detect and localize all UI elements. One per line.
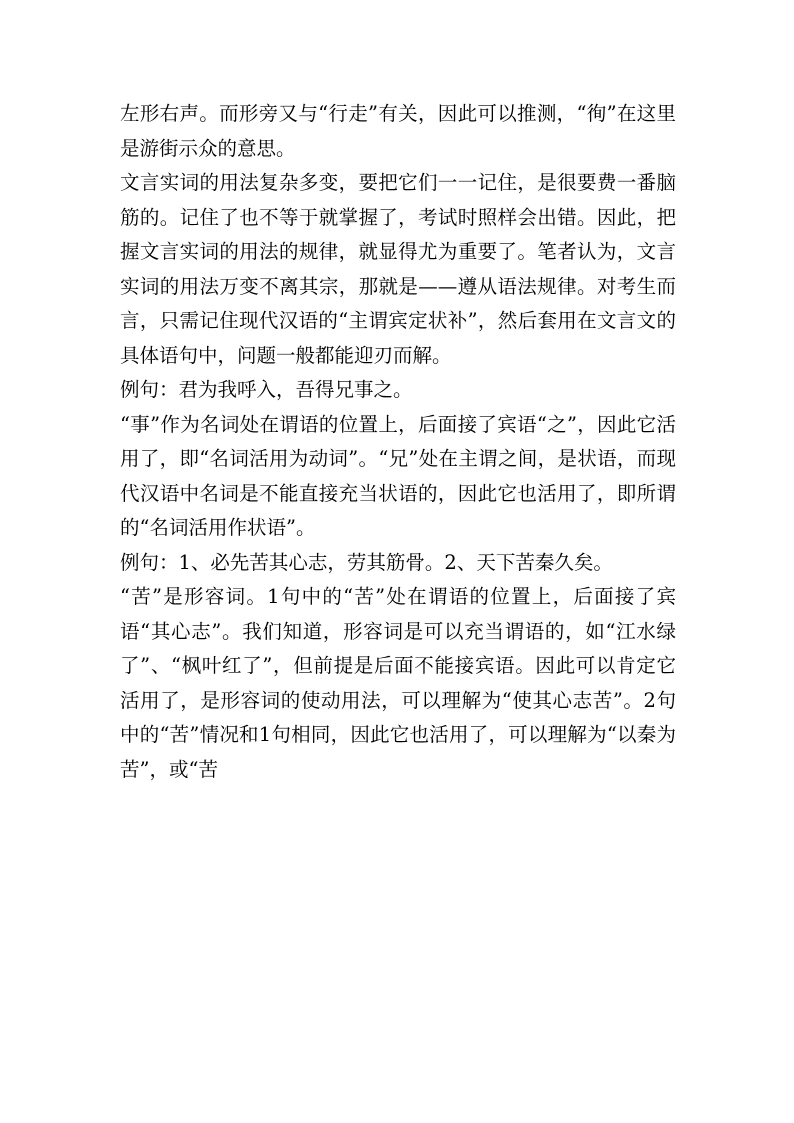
document-body (120, 97, 676, 787)
paragraph-example-2-analysis: “苦”是形容词。1句中的“苦”处在谓语的位置上，后面接了宾语“其心志”。我们知道，形容词是可以充当谓语的，如“江水绿了”、“枫叶红了”，但前提是后面不能接宾语。因此可以肯定它活用了，是形容词的使动用法，可以理解为“使其心志苦”。2句中的“苦”情况和1句相同，因此它也活用了，可以理解为“以秦为苦”，或“苦 (120, 585, 676, 781)
paragraph-usage-rules: 文言实词的用法复杂多变，要把它们一一记住，是很要费一番脑筋的。记住了也不等于就掌握了，考试时照样会出错。因此，把握文言实词的用法的规律，就显得尤为重要了。笔者认为，文言实词的用法万变不离其宗，那就是——遵从语法规律。对考生而言，只需记住现代汉语的“主谓宾定状补”，然后套用在文言文的具体语句中，问题一般都能迎刃而解。 (120, 171, 676, 367)
paragraph-intro-continuation: 左形右声。而形旁又与“行走”有关，因此可以推测，“徇”在这里是游街示众的意思。 (120, 102, 676, 160)
example-sentence-1: 例句：君为我呼入，吾得兄事之。 (120, 378, 413, 401)
paragraph-example-1-analysis: “事”作为名词处在谓语的位置上，后面接了宾语“之”，因此它活用了，即“名词活用为动词”。“兄”处在主谓之间，是状语，而现代汉语中名词是不能直接充当状语的，因此它也活用了，即所谓的“名词活用作状语”。 (120, 412, 676, 539)
example-sentence-2: 例句：1、必先苦其心志，劳其筋骨。2、天下苦秦久矣。 (120, 550, 613, 574)
